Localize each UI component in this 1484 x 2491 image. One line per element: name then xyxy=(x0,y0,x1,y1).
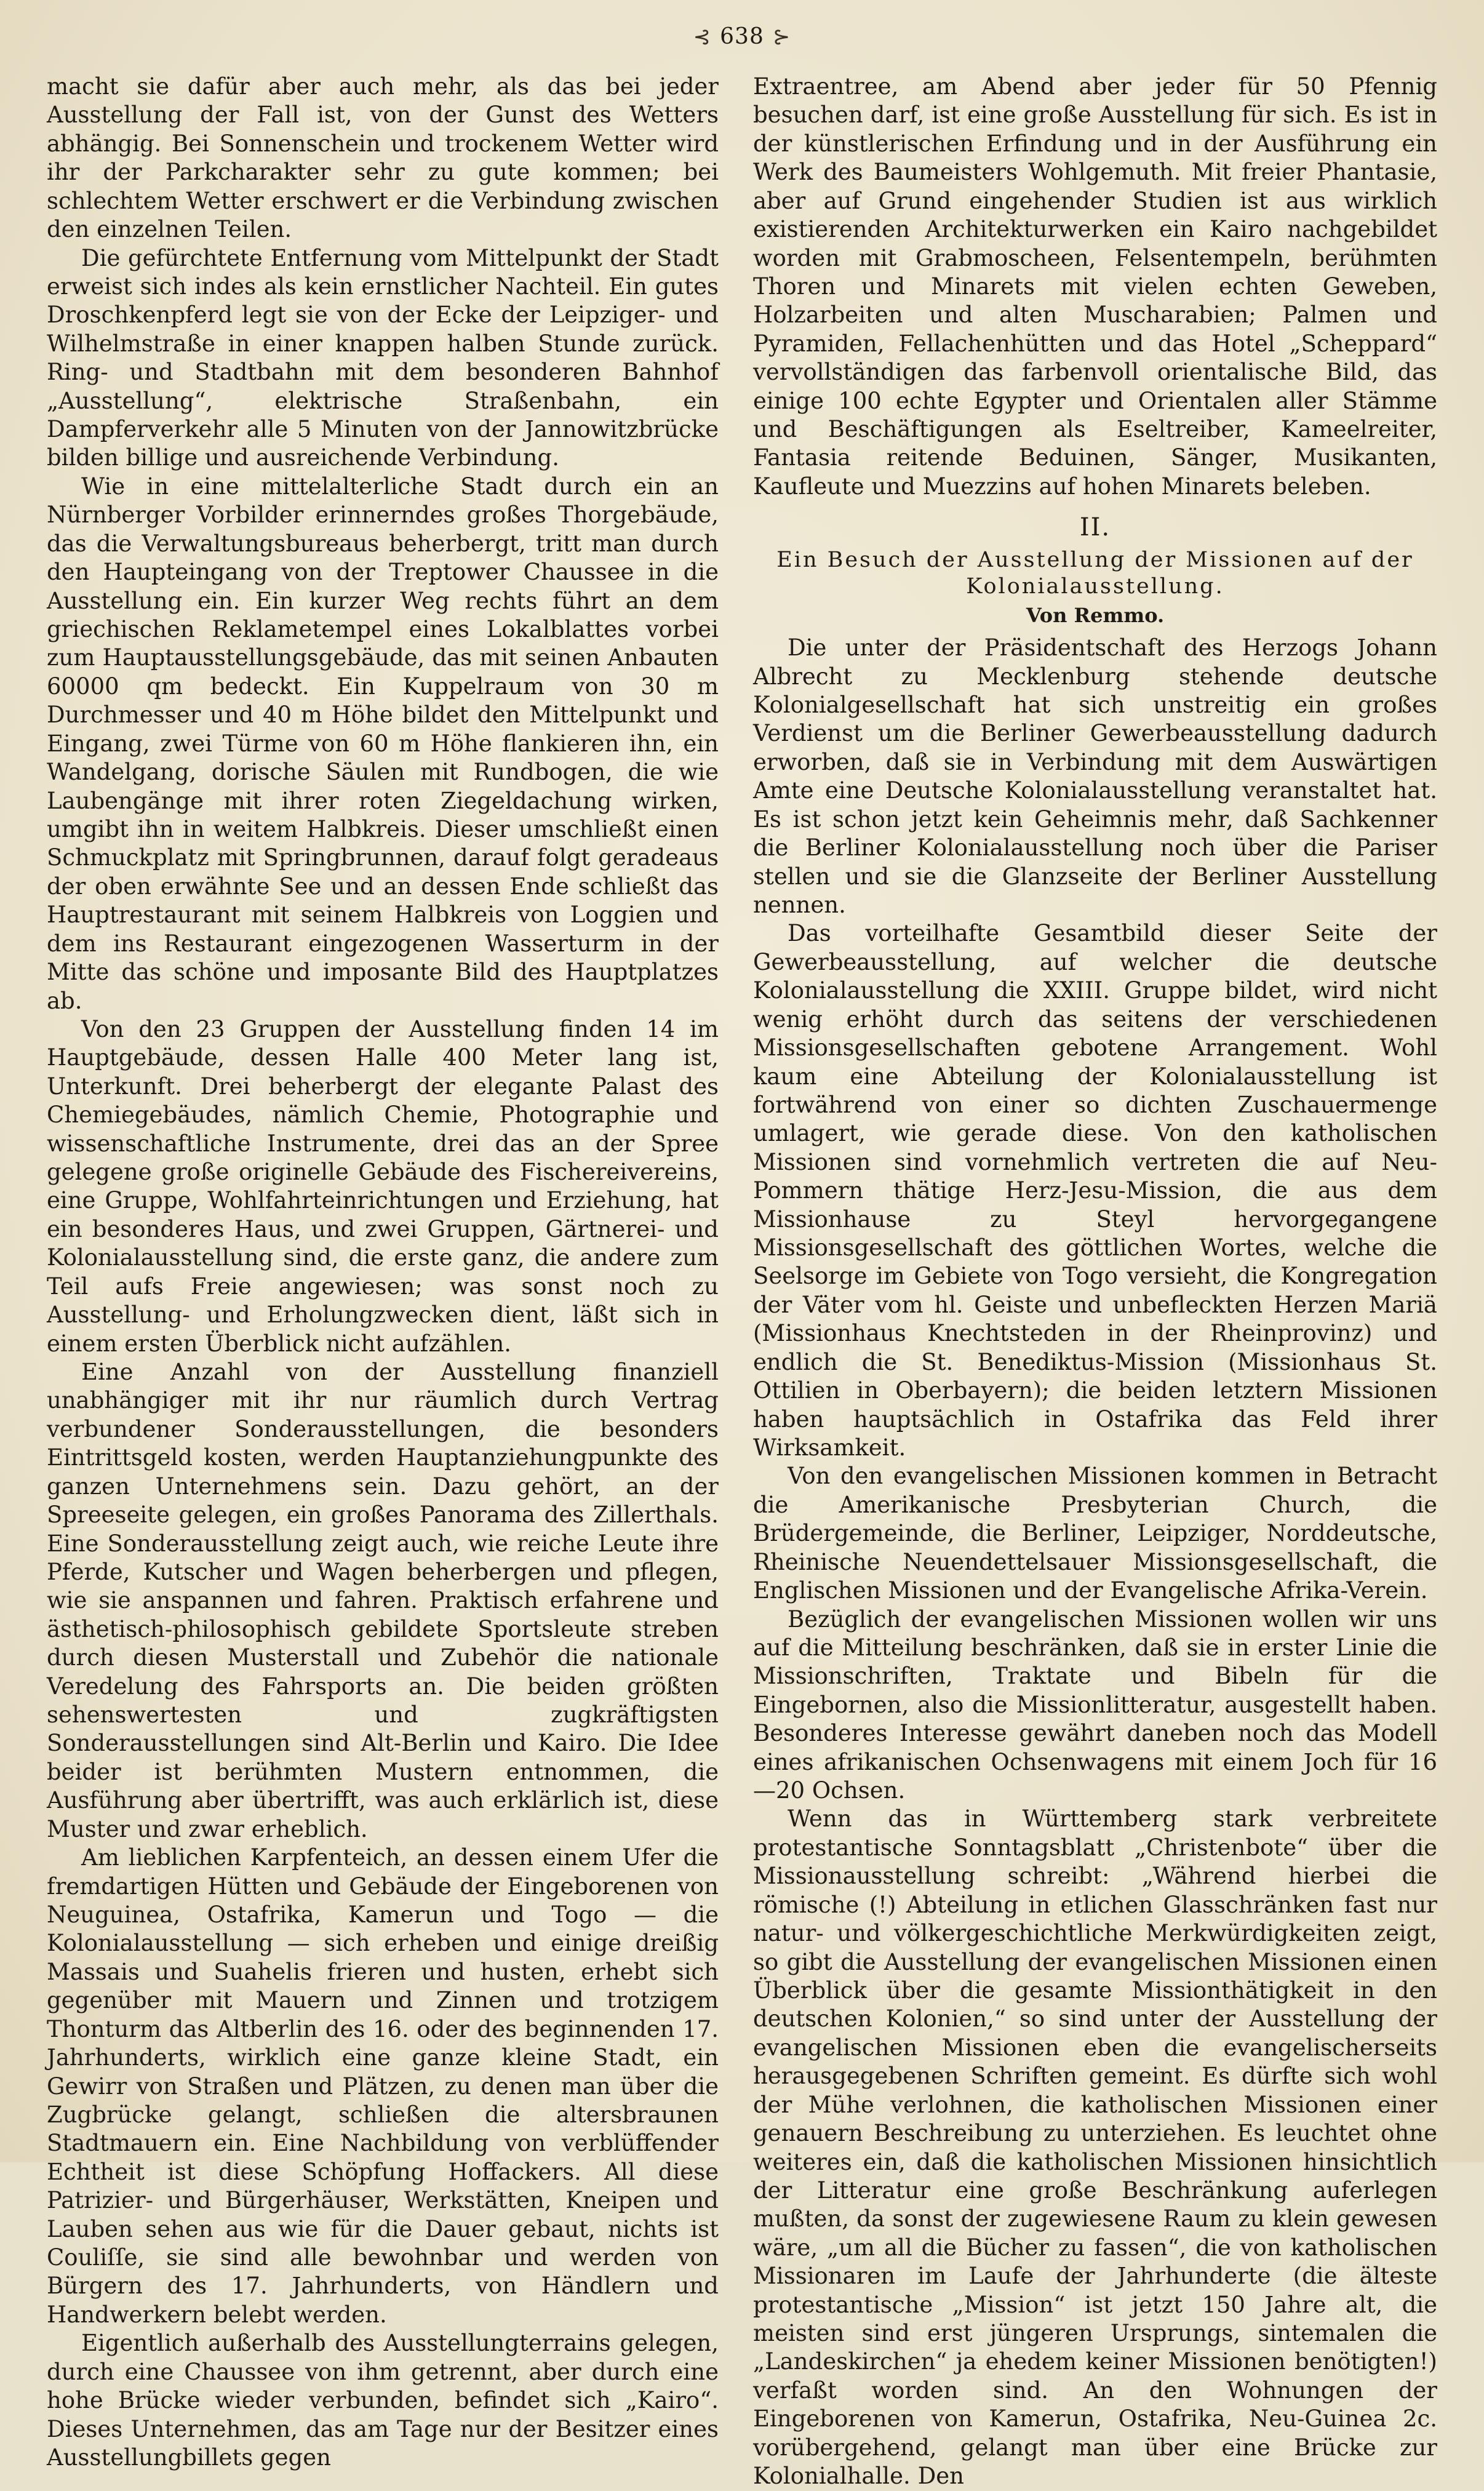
paragraph: Wenn das in Württemberg stark verbreitete protestantische Sonntagsblatt „Christenbote“ über die Missionausstellung schreibt: „Während hierbei die römische (!) Abteilung in etlichen Glasschränken fast nur natur- und völkergeschichtliche Merkwürdigkeiten zeigt, so gibt die Ausstellung der evangelischen Missionen einen Überblick über die gesamte Missionthätigkeit in den deutschen Kolonien,“ so sind unter der Ausstellung der evangelischen Missionen eben die evangelischerseits herausgegebenen Schriften gemeint. Es dürfte sich wohl der Mühe verlohnen, die katholischen Missionen einer genauern Beschreibung zu unterziehen. Es leuchtet ohne weiteres ein, daß die katholischen Missionen hinsichtlich der Litteratur eine große Beschränkung auferlegen mußten, da sonst der zugewiesene Raum zu klein gewesen wäre, „um all die Bücher zu fassen“, die von katholischen Missionaren im Laufe der Jahrhunderte (die älteste protestantische „Mission“ ist jetzt 150 Jahre alt, die meisten sind erst jüngeren Ursprungs, sintemalen die „Landeskirchen“ ja ehedem keiner Missionen benötigten!) verfaßt worden sind. An den Wohnungen der Eingeborenen von Kamerun, Ostafrika, Neu-Guinea 2c. vorübergehend, gelangt man über eine Brücke zur Kolonialhalle. Den xyxy=(753,1805,1437,2490)
paragraph: Von den evangelischen Missionen kommen in Betracht die Amerikanische Presbyterian Church, die Brüdergemeinde, die Berliner, Leipziger, Norddeutsche, Rheinische Neuendettelsauer Missionsgesellschaft, die Englischen Missionen und der Evangelische Afrika-Verein. xyxy=(753,1463,1437,1604)
paragraph: Das vorteilhafte Gesamtbild dieser Seite der Gewerbeausstellung, auf welcher die deutsche Kolonialausstellung die XXIII. Gruppe bildet, wird nicht wenig erhöht durch das seitens der verschiedenen Missionsgesellschaften gebotene Arrangement. Wohl kaum eine Abteilung der Kolonialausstellung ist fortwährend von einer so dichten Zuschauermenge umlagert, wie gerade diese. Von den katholischen Missionen sind vornehmlich vertreten die auf Neu-Pommern thätige Herz-Jesu-Mission, die aus dem Missionhause zu Steyl hervorgegangene Missionsgesellschaft des göttlichen Wortes, welche die Seelsorge im Gebiete von Togo versieht, die Kongregation der Väter vom hl. Geiste und unbefleckten Herzen Mariä (Missionhaus Knechtsteden in der Rheinprovinz) und endlich die St. Benediktus-Mission (Missionhaus St. Ottilien in Oberbayern); die beiden letztern Missionen haben hauptsächlich in Ostafrika das Feld ihrer Wirksamkeit. xyxy=(753,920,1437,1461)
paragraph: Am lieblichen Karpfenteich, an dessen einem Ufer die fremdartigen Hütten und Gebäude der Eingeborenen von Neuguinea, Ostafrika, Kamerun und Togo — die Kolonialausstellung — sich erheben und einige dreißig Massais und Suahelis frieren und husten, erhebt sich gegenüber mit Mauern und Zinnen und trotzigem Thonturm das Altberlin des 16. oder des beginnenden 17. Jahrhunderts, wirklich eine ganze kleine Stadt, ein Gewirr von Straßen und Plätzen, zu denen man über die Zugbrücke gelangt, schließen die altersbraunen Stadtmauern ein. Eine Nachbildung von verblüffender Echtheit ist diese Schöpfung Hoffackers. All diese Patrizier- und Bürgerhäuser, Werkstätten, Kneipen und Lauben sehen aus wie für die Dauer gebaut, nichts ist Couliſſe, sie sind alle bewohnbar und werden von Bürgern des 17. Jahrhunderts, von Händlern und Handwerkern belebt werden. xyxy=(47,1844,719,2328)
paragraph: macht sie dafür aber auch mehr, als das bei jeder Ausstellung der Fall ist, von der Gunst des Wetters abhängig. Bei Sonnenschein und trockenem Wetter wird ihr der Parkcharakter sehr zu gute kommen; bei schlechtem Wetter erschwert er die Verbindung zwischen den einzelnen Teilen. xyxy=(47,73,719,243)
paragraph: Die gefürchtete Entfernung vom Mittelpunkt der Stadt erweist sich indes als kein ernstlicher Nachteil. Ein gutes Droschkenpferd legt sie von der Ecke der Leipziger- und Wilhelmstraße in einer knappen halben Stunde zurück. Ring- und Stadtbahn mit dem besonderen Bahnhof „Ausstellung“, elektrische Straßenbahn, ein Dampferverkehr alle 5 Minuten von der Jannowitzbrücke bilden billige und ausreichende Verbindung. xyxy=(47,244,719,471)
right-column xyxy=(753,73,1437,2490)
left-column xyxy=(47,73,719,2471)
right-ornament-icon: ⊱ xyxy=(772,25,791,49)
author-byline: Von Remmo. xyxy=(1026,604,1165,628)
page-number: 638 xyxy=(720,24,764,49)
paragraph: Eigentlich außerhalb des Ausstellungterrains gelegen, durch eine Chaussee von ihm getrennt, aber durch eine hohe Brücke wieder verbunden, befindet sich „Kairo“. Dieses Unternehmen, das am Tage nur der Besitzer eines Ausstellungbillets gegen xyxy=(47,2330,719,2471)
paragraph: Extraentree, am Abend aber jeder für 50 Pfennig besuchen darf, ist eine große Ausstellung für sich. Es ist in der künstlerischen Erfindung und in der Ausführung ein Werk des Baumeisters Wohlgemuth. Mit freier Phantasie, aber auf Grund eingehender Studien ist aus wirklich existierenden Architekturwerken ein Kairo nachgebildet worden mit Grabmoscheen, Felsentempeln, berühmten Thoren und Minarets mit vielen echten Geweben, Holzarbeiten und alten Muscharabien; Palmen und Pyramiden, Fellachenhütten und das Hotel „Scheppard“ vervollständigen das farbenvoll orientalische Bild, das einige 100 echte Egypter und Orientalen aller Stämme und Beschäftigungen als Eseltreiber, Kameelreiter, Fantasia reitende Beduinen, Sänger, Musikanten, Kaufleute und Muezzins auf hohen Minarets beleben. xyxy=(753,73,1437,500)
paragraph: Die unter der Präsidentschaft des Herzogs Johann Albrecht zu Mecklenburg stehende deutsche Kolonialgesellschaft hat sich unstreitig ein großes Verdienst um die Berliner Gewerbeausstellung dadurch erworben, daß sie in Verbindung mit dem Auswärtigen Amte eine Deutsche Kolonialausstellung veranstaltet hat. Es ist schon jetzt kein Geheimnis mehr, daß Sachkenner die Berliner Kolonialausstellung noch über die Pariser stellen und sie die Glanzseite der Berliner Ausstellung nennen. xyxy=(753,634,1437,918)
paragraph: Von den 23 Gruppen der Ausstellung finden 14 im Hauptgebäude, dessen Halle 400 Meter lang ist, Unterkunft. Drei beherbergt der elegante Palast des Chemiegebäudes, nämlich Chemie, Photographie und wissenschaftliche Instrumente, drei das an der Spree gelegene große originelle Gebäude des Fischereivereins, eine Gruppe, Wohlfahrteinrichtungen und Erziehung, hat ein besonderes Haus, und zwei Gruppen, Gärtnerei- und Kolonialausstellung sind, die erste ganz, die andere zum Teil aufs Freie angewiesen; was sonst noch zu Ausstellung- und Erholungzwecken dient, läßt sich in einem ersten Überblick nicht aufzählen. xyxy=(47,1015,719,1357)
section-title: Ein Besuch der Ausstellung der Missionen auf der Kolonialausstellung. xyxy=(776,547,1414,599)
page-header xyxy=(0,18,1484,55)
paragraph: Bezüglich der evangelischen Missionen wollen wir uns auf die Mitteilung beschränken, daß sie in erster Linie die Missionschriften, Traktate und Bibeln für die Eingebornen, also die Missionlitteratur, ausgestellt haben. Besonderes Interesse gewährt daneben noch das Modell eines afrikanischen Ochsenwagens mit einem Joch für 16—20 Ochsen. xyxy=(753,1605,1437,1804)
paragraph: Wie in eine mittelalterliche Stadt durch ein an Nürnberger Vorbilder erinnerndes großes Thorgebäude, das die Verwaltungsbureaus beherbergt, tritt man durch den Haupteingang von der Treptower Chaussee in die Ausstellung ein. Ein kurzer Weg rechts führt an dem griechischen Reklametempel eines Lokalblattes vorbei zum Hauptausstellungsgebäude, das mit seinen Anbauten 60000 qm bedeckt. Ein Kuppelraum von 30 m Durchmesser und 40 m Höhe bildet den Mittelpunkt und Eingang, zwei Türme von 60 m Höhe flankieren ihn, ein Wandelgang, dorische Säulen mit Rundbogen, die wie Laubengänge mit ihrer roten Ziegeldachung wirken, umgibt ihn in weitem Halbkreis. Dieser umschließt einen Schmuckplatz mit Springbrunnen, darauf folgt geradeaus der oben erwähnte See und an dessen Ende schließt das Hauptrestaurant mit seinem Halbkreis von Loggien und dem ins Restaurant eingezogenen Wasserturm in der Mitte das schöne und imposante Bild des Hauptplatzes ab. xyxy=(47,473,719,1014)
left-ornament-icon: ⊰ xyxy=(693,25,712,49)
paragraph: Eine Anzahl von der Ausstellung finanziell unabhängiger mit ihr nur räumlich durch Vertrag verbundener Sonderausstellungen, die besonders Eintrittsgeld kosten, werden Hauptanziehungpunkte des ganzen Unternehmens sein. Dazu gehört, an der Spreeseite gelegen, ein großes Panorama des Zillerthals. Eine Sonderausstellung zeigt auch, wie reiche Leute ihre Pferde, Kutscher und Wagen beherbergen und pflegen, wie sie anspannen und fahren. Praktisch erfahrene und ästhetisch-philosophisch gebildete Sportsleute streben durch diesen Musterstall und Zubehör die nationale Veredelung des Fahrsports an. Die beiden größten sehenswertesten und zugkräftigsten Sonderausstellungen sind Alt-Berlin und Kairo. Die Idee beider ist berühmten Mustern entnommen, die Ausführung aber übertrifft, was auch erklärlich ist, diese Muster und zwar erheblich. xyxy=(47,1358,719,1842)
section-number: II. xyxy=(1079,513,1111,542)
